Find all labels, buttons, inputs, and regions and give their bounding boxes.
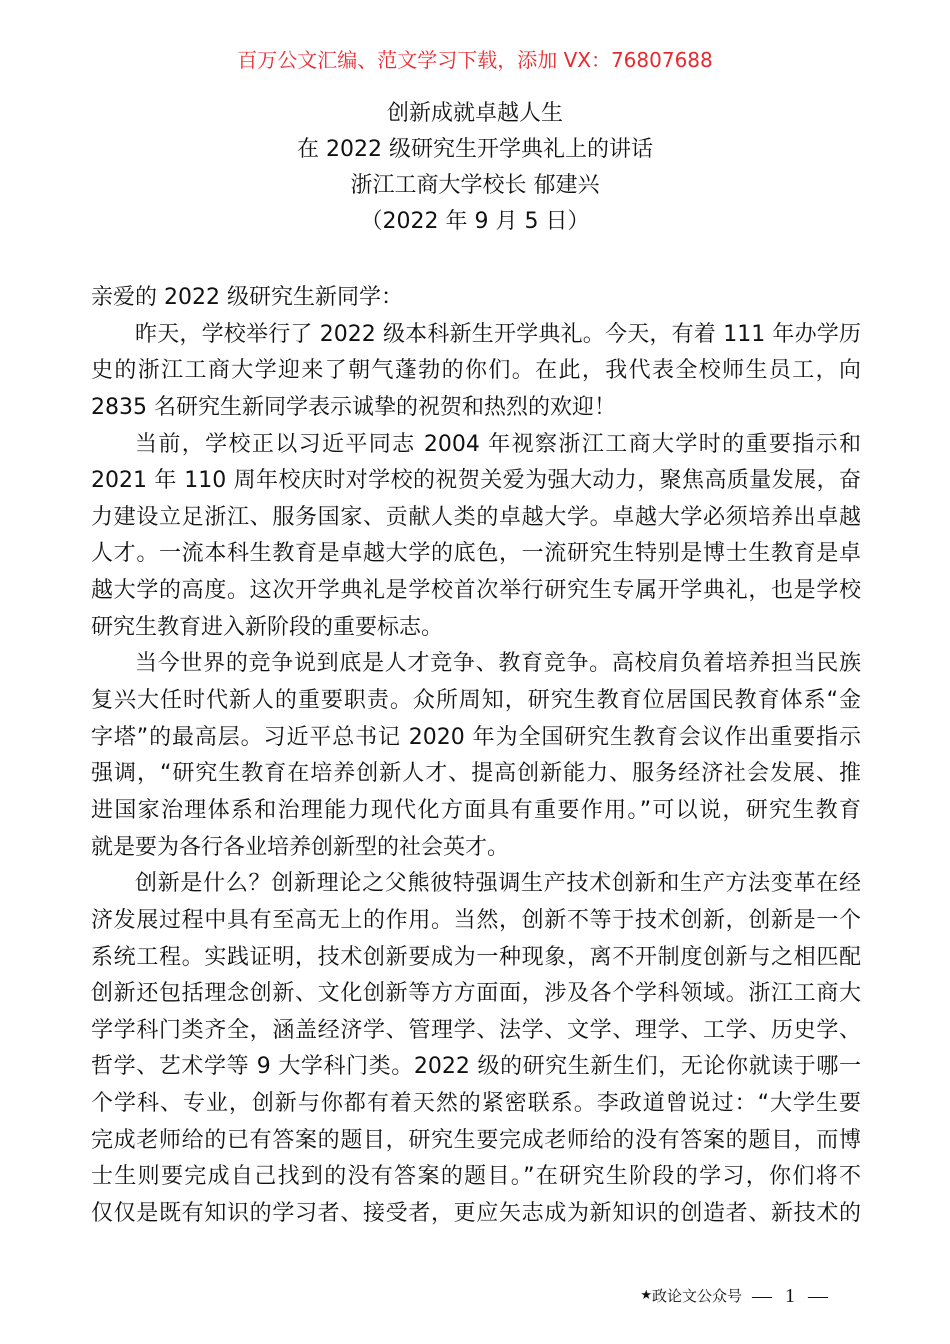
body-line: 系统工程。实践证明，技术创新要成为一种现象，离不开制度创新与之相匹配 (91, 944, 861, 970)
body-line: 昨天，学校举行了 2022 级本科新生开学典礼。今天，有着 111 年办学历 (135, 321, 861, 347)
body-line: 济发展过程中具有至高无上的作用。当然，创新不等于技术创新，创新是一个 (91, 907, 861, 933)
body-line: 哲学、艺术学等 9 大学科门类。2022 级的研究生新生们，无论你就读于哪一 (91, 1054, 861, 1080)
title-block (0, 96, 950, 240)
page-footer (640, 1284, 832, 1308)
body-line: 完成老师给的已有答案的题目，研究生要完成老师给的没有答案的题目，而博 (91, 1127, 861, 1153)
body-line: 当前，学校正以习近平同志 2004 年视察浙江工商大学时的重要指示和 (135, 431, 861, 457)
salutation: 亲爱的 2022 级研究生新同学： (91, 285, 403, 310)
body-line: 越大学的高度。这次开学典礼是学校首次举行研究生专属开学典礼，也是学校 (91, 578, 861, 604)
speech-body (91, 280, 861, 1233)
body-line: 仅仅是既有知识的学习者、接受者，更应矢志成为新知识的创造者、新技术的 (91, 1201, 861, 1227)
body-line: 当今世界的竞争说到底是人才竞争、教育竞争。高校肩负着培养担当民族 (135, 651, 861, 677)
body-line: 字塔”的最高层。习近平总书记 2020 年为全国研究生教育会议作出重要指示 (91, 724, 861, 750)
body-line: 个学科、专业，创新与你都有着天然的紧密联系。李政道曾说过：“大学生要 (91, 1091, 861, 1117)
body-line: 研究生教育进入新阶段的重要标志。 (91, 614, 444, 640)
body-line: 学学科门类齐全，涵盖经济学、管理学、法学、文学、理学、工学、历史学、 (91, 1017, 861, 1043)
speech-date: （2022 年 9 月 5 日） (360, 209, 590, 234)
body-line: 2021 年 110 周年校庆时对学校的祝贺关爱为强大动力，聚焦高质量发展，奋 (91, 468, 861, 494)
body-line: 人才。一流本科生教育是卓越大学的底色，一流研究生特别是博士生教育是卓 (91, 541, 861, 567)
promo-banner: 百万公文汇编、范文学习下载，添加 VX：76807688 (237, 48, 713, 72)
body-line: 创新还包括理念创新、文化创新等方方面面，涉及各个学科领域。浙江工商大 (91, 981, 861, 1007)
body-line: 强调，“研究生教育在培养创新人才、提高创新能力、服务经济社会发展、推 (91, 761, 861, 787)
star-icon: ★ (640, 1288, 652, 1303)
body-line: 史的浙江工商大学迎来了朝气蓬勃的你们。在此，我代表全校师生员工，向 (91, 358, 861, 384)
body-line: 2835 名研究生新同学表示诚挚的祝贺和热烈的欢迎！ (91, 394, 616, 420)
body-line: 创新是什么？创新理论之父熊彼特强调生产技术创新和生产方法变革在经 (135, 871, 861, 897)
speaker-line: 浙江工商大学校长 郁建兴 (350, 173, 600, 198)
body-line: 进国家治理体系和治理能力现代化方面具有重要作用。”可以说，研究生教育 (91, 797, 861, 823)
body-line: 就是要为各行各业培养创新型的社会英才。 (91, 834, 510, 860)
footer-brand (640, 1284, 742, 1308)
footer-brand-label: 政论文公众号 (651, 1287, 742, 1305)
page-number: — 1 — (752, 1285, 832, 1307)
speech-subtitle: 在 2022 级研究生开学典礼上的讲话 (297, 137, 653, 162)
body-line: 士生则要完成自己找到的没有答案的题目。”在研究生阶段的学习，你们将不 (91, 1164, 861, 1190)
speech-title: 创新成就卓越人生 (386, 101, 563, 126)
body-line: 力建设立足浙江、服务国家、贡献人类的卓越大学。卓越大学必须培养出卓越 (91, 504, 861, 530)
body-line: 复兴大任时代新人的重要职责。众所周知，研究生教育位居国民教育体系“金 (91, 688, 861, 714)
